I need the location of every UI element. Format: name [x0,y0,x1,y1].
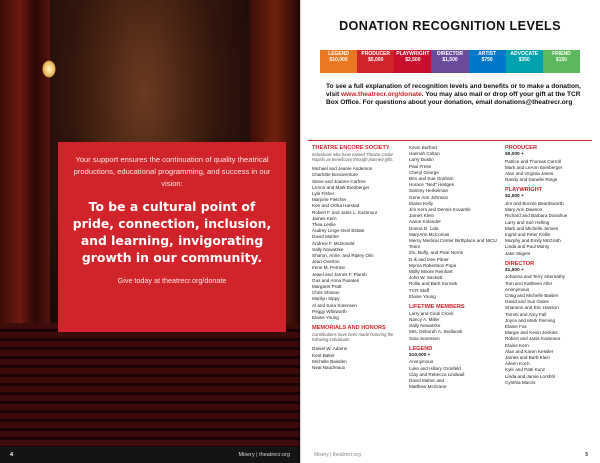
donor-name: Larry and Sue Helling [505,219,550,225]
donor-name: James Kern [312,215,337,221]
section-amount: $5,000 + [505,151,524,157]
page-number: 5 [585,452,588,458]
name-list [505,159,595,184]
donor-name: Johanna and Terry Abernathy [505,274,565,280]
level-amount: $2,500 [405,56,421,63]
level-amount: $350 [518,56,530,63]
donor-name: Elaine Young [312,315,339,321]
donor-name: Mark and Michelle Jensen [505,225,559,231]
donor-name: Horace "Ned" Hedges [409,182,454,188]
donor-name: LeAnn and Mark Eienberger [312,184,370,190]
donor-name: James and Barb Klein [505,355,550,361]
donor-columns [312,145,594,445]
donor-name: Rollie and Barb Sonnek [409,281,458,287]
donor-name: Steve and Joanne Carfree [312,178,366,184]
level-friend [543,50,580,73]
level-name: ARTIST [478,51,497,57]
level-name: DIRECTOR [436,51,463,57]
donor-name: Jim Kern and Dennis Kovarski [409,207,471,213]
donor-name: David Maher and [409,378,444,384]
donor-name: Randy and Danelle Rings [505,177,558,183]
section-description: Individuals who have named Theatre Cedar Rapids as beneficiary through planned gifts. [312,151,394,162]
donor-name: Tom and Kathleen Aller [505,280,553,286]
donor-name: Charlotte Bonaventure [312,172,358,178]
section-heading: LIFETIME MEMBERS [409,304,465,311]
level-artist [469,50,506,73]
donor-name: Sally Nowatzke [312,246,344,252]
donor-name: Chris Shimon [312,290,340,296]
donor-name: Michael and Jeanie Anderson [312,166,373,172]
donor-name: Lyle Fisher [312,191,335,197]
donor-name: Elaine Kelly [409,200,434,206]
section-amount: $10,000 + [409,352,431,358]
donor-name: Murphy and Emily McGrath [505,238,561,244]
donor-name: Mrs. Deborah A. Sedlacek [409,329,463,335]
section-heading: PLAYWRIGHT [505,187,543,194]
level-amount: $10,000 [329,56,348,63]
support-callout [58,142,286,332]
donor-name: Jake Stigers [505,250,531,256]
level-director [431,50,468,73]
intro-text-a: To see a full explanation of recognition levels and benefits or to make a donation, visit [326,83,581,99]
donor-name: Richard and Barbara Donahue [505,213,568,219]
level-name: PLAYWRIGHT [396,51,430,57]
donor-name: Jean Overton [312,259,340,265]
recognition-levels [320,50,580,73]
donor-name: Daniel W. Adams [312,346,347,352]
donor-name: Sally Nowatzke [409,323,441,329]
donor-name: Ingrid and Peter Kollin [505,232,551,238]
donor-name: TCR Staff [409,287,430,293]
donor-name: Larry Dustin [409,157,434,163]
donor-name: Aileen Koch [505,361,530,367]
donor-name: Tommi and Amy Fall [505,311,547,317]
level-amount: $150 [555,56,567,63]
page-number: 4 [10,452,14,458]
name-list [409,311,499,342]
level-playwright [394,50,431,73]
divider [308,140,592,141]
donor-name: Alan and Karen Kessler [505,348,554,354]
section-description: Contributions have been made honoring the following individuals: [312,332,394,343]
donor-name: Linda and Paul Muhly [505,244,550,250]
donor-name: Ben and Sue Graham [409,176,454,182]
donor-name: David and Sue Gates [505,299,549,305]
donor-name: Larry and Cindi Crock [409,310,454,316]
donor-name: Donna D. Lala [409,225,439,231]
right-page [300,0,600,463]
right-footer [300,447,600,463]
donor-name: D.ik and Dee Pitner [409,256,449,262]
section-heading: DIRECTOR [505,260,535,267]
donor-name: Jewel and James F. Plumb [312,271,367,277]
donor-name: Molly Moore Reinhart [409,269,453,275]
intro-text-b: . You may also mail or drop off your gift at the TCR Box Office. For questions about your donation, email donations@theatrecr.org [326,91,581,107]
donor-name: Craig and Michelle Baisier [505,293,559,299]
section-heading: LEGEND [409,345,433,352]
donor-name: Sammy Herkelman [409,188,449,194]
donor-name: Anonymous [505,286,530,292]
level-amount: $750 [481,56,493,63]
donor-name: Shannon and Eric Hanson [505,305,559,311]
donor-name: Matthew McGrane [409,384,447,390]
donor-name: MaryAnn McComas [409,231,450,237]
donor-name: Anonymous [409,359,434,365]
donor-name: Jim and Bonnie Beardsworth [505,201,564,206]
donor-name: John W. Sackett [409,275,443,281]
donor-name: Elaine Kern [505,342,529,348]
section-amount: $2,500 + [505,194,524,200]
donor-name: Peggy Whitworth [312,308,347,314]
donor-name: Hannah Coltan [409,151,440,157]
section-heading: MEMORIALS AND HONORS [312,325,386,332]
donor-name: Paul Frese [409,163,432,169]
donor-column-1 [312,145,402,371]
donor-name: Robert F. and Janis L. Kazimour [312,209,378,215]
vision-statement: To be a cultural point of pride, connection, inclusion, and learning, invigorating growth in our community. [72,199,272,265]
donor-name: Margie and Kevin Jenkins [505,330,558,336]
level-name: PRODUCER [361,51,391,57]
name-list [409,359,499,390]
donor-column-3 [505,145,595,386]
section-heading: THEATRE ENCORE SOCIETY [312,145,390,151]
donor-name: Alan and Virginia Janes [505,171,554,176]
donor-name: Elaine Young [409,293,436,299]
level-producer [357,50,394,73]
name-list [409,145,499,300]
donor-name: Thea Leslie [312,222,336,228]
theatre-seats [0,323,300,463]
donor-name: Andrew F. McDonald [312,240,355,246]
donor-name: Marjorie Fletcher [312,197,347,203]
page-title: DONATION RECOGNITION LEVELS [339,19,561,33]
name-list [505,201,595,257]
donor-name: Mercy Medical Center Birthplace and NICU Team [409,238,497,250]
donor-name: Patrice and Thomas Carroll [505,158,561,164]
donor-name: Kyle and Patti Kunz [505,367,546,373]
donor-name: Michelle Baisden [312,358,347,364]
donor-name: Gene Ann Johnson [409,194,449,200]
donor-name: Marilyn Sippy [312,296,340,302]
donor-name: James Klein [409,213,435,219]
donor-name: Joyce and Mark Fleming [505,317,556,323]
footer-text: Misery | theatrecr.org [238,452,290,458]
section-amount: $1,500 + [505,267,524,273]
donor-name: Audrey Linge-Ovel Estate [312,228,365,234]
donor-name: Zin, Buffy, and Pixie Norris [409,250,463,256]
section-heading: PRODUCER [505,145,538,151]
book-spine [298,0,302,463]
donor-name: Linda and Jamie Lorsbhl [505,373,556,379]
donor-name: Gus and Anna Pusateri [312,277,360,283]
donor-name: Mark and LeAnn Eienberger [505,164,563,170]
intro-text [326,83,582,108]
donor-name: Neal Naudreaux [312,365,346,371]
give-link[interactable]: Give today at theatrecr.org/donate [117,276,227,285]
donor-name: Mary Ann Dawson [505,207,543,213]
donor-column-2 [409,145,499,391]
level-advocate [506,50,543,73]
name-list [312,166,402,321]
donate-link[interactable]: www.theatrecr.org/donate [341,91,422,99]
level-legend [320,50,357,73]
left-footer [0,447,300,463]
donor-name: Myrna Robertson Popa [409,262,457,268]
support-text: Your support ensures the continuation of quality theatrical productions, educational programming, and success in our vision: [73,155,271,188]
level-name: LEGEND [328,51,349,57]
donor-name: Nancy A. Miller [409,317,440,323]
donor-name: Sara Sorensen [409,335,440,341]
donor-name: Irene M. Perrine [312,265,345,271]
donor-name: Ken and Ortha Harstad [312,203,360,209]
donor-name: Clay and Rebecca Lindwall [409,371,465,377]
donor-name: Kevin Burford [409,145,437,150]
level-name: FRIEND [552,51,571,57]
footer-text: Misery | theatrecr.org [314,452,361,458]
donor-name: Margaret Pratt [312,284,342,290]
donor-name: Elaine Fox [505,324,527,330]
donor-name: Luke and Hillary Gronfeld [409,365,461,371]
donor-name: David Mahler [312,234,340,240]
level-name: ADVOCATE [510,51,539,57]
chandelier-icon [42,60,56,78]
donor-name: Cheryl George [409,169,439,175]
donor-name: Kent Baker [312,352,335,358]
name-list [312,346,402,371]
donor-name: Cynthia Macris [505,379,536,385]
level-amount: $5,000 [368,56,384,63]
donor-name: Al and Sara Sorensen [312,302,357,308]
donor-name: Aaron Kolander [409,219,441,225]
donor-name: Sharon, Anne, and Ripley Olin [312,253,374,259]
name-list [505,274,595,386]
donor-name: Robert and Janis Kazimour [505,336,561,342]
level-amount: $1,500 [442,56,458,63]
